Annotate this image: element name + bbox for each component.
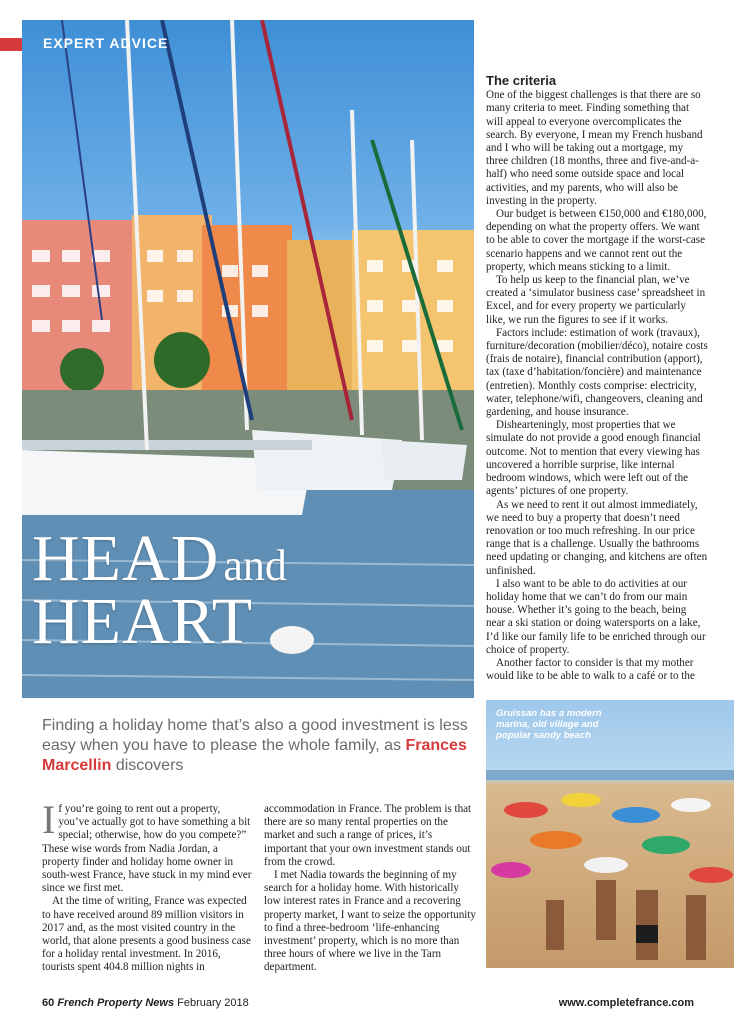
body-column-1 [42, 797, 252, 975]
body-paragraph: accommodation in France. The problem is that there are so many rental properties on the market and such a range of prices, it’s important that your own investment stands out from the crowd. [264, 803, 472, 868]
criteria-paragraph: One of the biggest challenges is that there are so many criteria to meet. Finding something that will appeal to everyone overcomplicates the search. By everyone, I mean my French husband and I who will be taking out a mortgage, my three children (18 months, three and five-and-a-half) who need some outside space and local activities, and my parents, who will also be investing in the property. [486, 89, 703, 207]
criteria-heading: The criteria [486, 73, 557, 88]
body-paragraph: At the time of writing, France was expected to have received around 89 million visitors in 2017 and, as the most visited country in the world, that alone presents a good business case for a holiday rental investment. In 2016, tourists spent 404.8 million nights in [42, 895, 251, 974]
body-column-2 [264, 803, 476, 975]
page-number: 60 [42, 997, 55, 1009]
headline-word-heart: HEART [32, 584, 254, 658]
issue-date: February 2018 [177, 997, 249, 1009]
criteria-paragraph: Our budget is between €150,000 and €180,000, depending on what the property offers. We want to be able to cover the mortgage if the worst-case scenario happens and we cannot rent out the property, which means sticking to a limit. [486, 208, 707, 273]
criteria-paragraph: I also want to be able to do activities at our holiday home that we can’t do from our main house. Whether it’s going to the beach, being near a ski station or doing watersports on a lake, I’d like our family life to be enriched through our choice of property. [486, 577, 706, 656]
headline [32, 522, 287, 658]
magazine-name: French Property News [57, 997, 175, 1009]
beach-photo [486, 700, 734, 968]
criteria-column [486, 74, 708, 683]
author-name: Frances Marcellin [42, 737, 467, 774]
headline-word-head: HEAD [32, 522, 220, 595]
photo-caption: Gruissan has a modern marina, old village and popular sandy beach [496, 708, 602, 741]
intro-paragraph-text: f you’re going to rent out a property, you’ve actually got to have something a bit special; otherwise, how do you compete?” These wise words from Nadia Jordan, a property finder and holiday home owner in south-west France, have stuck in my mind ever since we first met. [42, 803, 252, 895]
criteria-paragraph: As we need to rent it out almost immediately, we need to buy a property that doesn’t need renovation or too much refreshing. In our price range that is a challenge. Usually the bathrooms need updating or changing, and kitchens are often unfinished. [486, 498, 708, 577]
standfirst-text: Finding a holiday home that’s also a good investment is less easy when you have to please the whole family, as [42, 717, 468, 754]
criteria-paragraph: Dishearteningly, most properties that we simulate do not provide a good enough financial outcome. Not to mention that every viewing has uncovered a horrible surprise, like internal bedroom windows, which were left out of the agents’ pictures of one property. [486, 419, 701, 498]
intro-paragraph [42, 797, 252, 895]
body-paragraph: I met Nadia towards the beginning of my search for a holiday home. With historically low interest rates in France and a recovering property market, I want to seize the opportunity to find a three-bedroom ‘life-enhancing investment’ property, which is no more than three hours of where we live in the Tarn department. [264, 869, 476, 974]
standfirst [42, 716, 472, 776]
standfirst-tail: discovers [115, 757, 184, 774]
criteria-paragraph: To help us keep to the financial plan, we’ve created a ‘simulator business case’ spreadsheet in Excel, and for every property we particularly like, we run the figures to see if it works. [486, 274, 706, 326]
section-tag: EXPERT ADVICE [43, 35, 169, 51]
criteria-paragraph: Another factor to consider is that my mother would like to be able to walk to a café or to the [486, 656, 695, 683]
headline-word-and: and [223, 541, 287, 590]
criteria-paragraph: Factors include: estimation of work (travaux), furniture/decoration (mobilier/déco), notaire costs (frais de notaire), financial contribution (apport), tax (taxe d’habitation/foncière) and maintenance (entretien). Monthly costs comprise: electricity, water, telephone/wifi, changeovers, cleaning and gardening, and house insurance. [486, 326, 708, 419]
drop-cap: I [42, 797, 56, 842]
page-footer-left [42, 997, 249, 1009]
website-link[interactable]: www.completefrance.com [558, 997, 694, 1009]
